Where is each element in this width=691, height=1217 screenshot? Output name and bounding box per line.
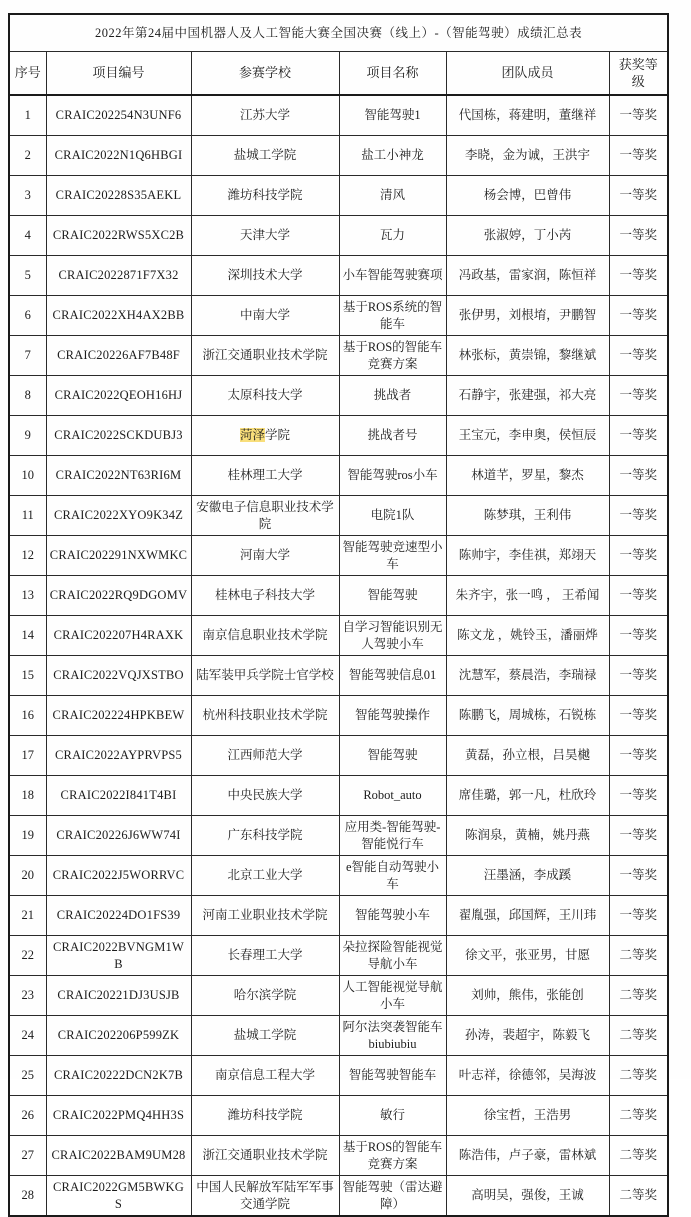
project-code-cell: CRAIC2022NT63RI6M xyxy=(46,456,191,496)
project-code-cell: CRAIC2022J5WORRVC xyxy=(46,856,191,896)
award-cell: 二等奖 xyxy=(609,936,668,976)
project-code-cell: CRAIC2022QEOH16HJ xyxy=(46,376,191,416)
members-cell: 陈鹏飞，周城栋，石锐栋 xyxy=(446,696,609,736)
members-cell: 朱齐宇，张一鸣 ， 王希闻 xyxy=(446,576,609,616)
table-row xyxy=(9,896,668,936)
project-code-cell: CRAIC2022XH4AX2BB xyxy=(46,296,191,336)
project-name-cell: 自学习智能识别无人驾驶小车 xyxy=(339,616,446,656)
members-cell: 汪墨涵，李成蹊 xyxy=(446,856,609,896)
table-row xyxy=(9,616,668,656)
award-cell: 一等奖 xyxy=(609,216,668,256)
award-cell: 一等奖 xyxy=(609,336,668,376)
project-code-cell: CRAIC2022VQJXSTBO xyxy=(46,656,191,696)
table-row xyxy=(9,256,668,296)
school-cell: 河南工业职业技术学院 xyxy=(191,896,339,936)
table-row xyxy=(9,696,668,736)
members-cell: 陈润泉，黄楠，姚丹燕 xyxy=(446,816,609,856)
members-cell: 陈帅宇，李佳祺，郑翊天 xyxy=(446,536,609,576)
project-name-cell: 智能驾驶智能车 xyxy=(339,1056,446,1096)
members-cell: 李晓，金为诚，王洪宇 xyxy=(446,136,609,176)
members-cell: 徐宝哲，王浩男 xyxy=(446,1096,609,1136)
members-cell: 高明吴，强俊，王诚 xyxy=(446,1176,609,1217)
school-cell: 潍坊科技学院 xyxy=(191,176,339,216)
project-code-cell: CRAIC2022BAM9UM28 xyxy=(46,1136,191,1176)
award-cell: 一等奖 xyxy=(609,856,668,896)
members-cell: 林张标，黄崇锦，黎继斌 xyxy=(446,336,609,376)
award-cell: 一等奖 xyxy=(609,536,668,576)
award-cell: 一等奖 xyxy=(609,696,668,736)
project-name-cell: 小车智能驾驶赛项 xyxy=(339,256,446,296)
members-cell: 徐文平，张亚男，甘愿 xyxy=(446,936,609,976)
members-cell: 席佳璐，郭一凡，杜欣玲 xyxy=(446,776,609,816)
school-cell: 潍坊科技学院 xyxy=(191,1096,339,1136)
table-row xyxy=(9,95,668,136)
row-number-cell: 17 xyxy=(9,736,46,776)
project-name-cell: 基于ROS系统的智能车 xyxy=(339,296,446,336)
members-cell: 王宝元，李申奥，侯恒辰 xyxy=(446,416,609,456)
award-cell: 一等奖 xyxy=(609,416,668,456)
results-table xyxy=(8,13,669,1217)
school-cell: 杭州科技职业技术学院 xyxy=(191,696,339,736)
row-number-cell: 15 xyxy=(9,656,46,696)
table-body xyxy=(9,95,668,1216)
project-code-cell: CRAIC202207H4RAXK xyxy=(46,616,191,656)
members-cell: 黄磊，孙立根，吕昊樾 xyxy=(446,736,609,776)
school-cell: 深圳技术大学 xyxy=(191,256,339,296)
award-cell: 二等奖 xyxy=(609,1016,668,1056)
school-cell: 河南大学 xyxy=(191,536,339,576)
table-row xyxy=(9,976,668,1016)
award-cell: 一等奖 xyxy=(609,296,668,336)
project-code-cell: CRAIC20226J6WW74I xyxy=(46,816,191,856)
project-name-cell: 智能驾驶操作 xyxy=(339,696,446,736)
row-number-cell: 18 xyxy=(9,776,46,816)
column-header-school: 参赛学校 xyxy=(191,52,339,96)
table-title: 2022年第24届中国机器人及人工智能大赛全国决赛（线上）-（智能驾驶）成绩汇总表 xyxy=(9,14,668,52)
row-number-cell: 27 xyxy=(9,1136,46,1176)
column-header-award: 获奖等级 xyxy=(609,52,668,96)
row-number-cell: 26 xyxy=(9,1096,46,1136)
school-cell: 中国人民解放军陆军军事交通学院 xyxy=(191,1176,339,1217)
members-cell: 沈慧军，蔡晨浩，李瑞禄 xyxy=(446,656,609,696)
members-cell: 石静宇，张建强，祁大亮 xyxy=(446,376,609,416)
award-cell: 一等奖 xyxy=(609,496,668,536)
table-row xyxy=(9,296,668,336)
award-cell: 一等奖 xyxy=(609,136,668,176)
members-cell: 刘帅，熊伟，张能创 xyxy=(446,976,609,1016)
project-name-cell: 智能驾驶 xyxy=(339,576,446,616)
row-number-cell: 11 xyxy=(9,496,46,536)
table-row xyxy=(9,656,668,696)
project-name-cell: 挑战者号 xyxy=(339,416,446,456)
row-number-cell: 6 xyxy=(9,296,46,336)
row-number-cell: 2 xyxy=(9,136,46,176)
row-number-cell: 13 xyxy=(9,576,46,616)
table-row xyxy=(9,856,668,896)
table-row xyxy=(9,1016,668,1056)
project-code-cell: CRAIC2022XYO9K34Z xyxy=(46,496,191,536)
project-name-cell: 敏行 xyxy=(339,1096,446,1136)
school-cell: 哈尔滨学院 xyxy=(191,976,339,1016)
project-code-cell: CRAIC2022GM5BWKGS xyxy=(46,1176,191,1217)
school-cell: 盐城工学院 xyxy=(191,136,339,176)
table-row xyxy=(9,176,668,216)
row-number-cell: 3 xyxy=(9,176,46,216)
project-name-cell: 智能驾驶 xyxy=(339,736,446,776)
project-name-cell: 基于ROS的智能车竞赛方案 xyxy=(339,336,446,376)
row-number-cell: 7 xyxy=(9,336,46,376)
row-number-cell: 12 xyxy=(9,536,46,576)
table-row xyxy=(9,496,668,536)
award-cell: 一等奖 xyxy=(609,896,668,936)
members-cell: 陈浩伟，卢子豪，雷林斌 xyxy=(446,1136,609,1176)
members-cell: 陈文龙 ，姚铃玉，潘丽烨 xyxy=(446,616,609,656)
table-row xyxy=(9,416,668,456)
project-code-cell: CRAIC2022N1Q6HBGI xyxy=(46,136,191,176)
award-cell: 二等奖 xyxy=(609,976,668,1016)
project-name-cell: 人工智能视觉导航小车 xyxy=(339,976,446,1016)
table-row xyxy=(9,776,668,816)
project-code-cell: CRAIC20221DJ3USJB xyxy=(46,976,191,1016)
project-name-cell: 盐工小神龙 xyxy=(339,136,446,176)
table-row xyxy=(9,936,668,976)
row-number-cell: 25 xyxy=(9,1056,46,1096)
row-number-cell: 1 xyxy=(9,95,46,136)
row-number-cell: 24 xyxy=(9,1016,46,1056)
title-row xyxy=(9,14,668,52)
project-name-cell: 挑战者 xyxy=(339,376,446,416)
project-code-cell: CRAIC202254N3UNF6 xyxy=(46,95,191,136)
school-cell: 江西师范大学 xyxy=(191,736,339,776)
award-cell: 二等奖 xyxy=(609,1096,668,1136)
highlighted-text: 菏泽 xyxy=(239,428,265,443)
row-number-cell: 23 xyxy=(9,976,46,1016)
project-code-cell: CRAIC2022PMQ4HH3S xyxy=(46,1096,191,1136)
project-name-cell: 朵拉探险智能视觉导航小车 xyxy=(339,936,446,976)
members-cell: 冯政基，雷家润，陈恒祥 xyxy=(446,256,609,296)
row-number-cell: 21 xyxy=(9,896,46,936)
project-name-cell: e智能自动驾驶小车 xyxy=(339,856,446,896)
table-row xyxy=(9,1136,668,1176)
members-cell: 张伊男，刘根堉，尹鹏智 xyxy=(446,296,609,336)
school-cell: 广东科技学院 xyxy=(191,816,339,856)
award-cell: 一等奖 xyxy=(609,776,668,816)
project-name-cell: 智能驾驶（雷达避障） xyxy=(339,1176,446,1217)
award-cell: 一等奖 xyxy=(609,95,668,136)
project-name-cell: 智能驾驶信息01 xyxy=(339,656,446,696)
project-code-cell: CRAIC202291NXWMKC xyxy=(46,536,191,576)
school-cell: 北京工业大学 xyxy=(191,856,339,896)
school-cell: 中南大学 xyxy=(191,296,339,336)
members-cell: 林道芊，罗星，黎杰 xyxy=(446,456,609,496)
members-cell: 杨会博，巴曾伟 xyxy=(446,176,609,216)
school-cell: 南京信息职业技术学院 xyxy=(191,616,339,656)
row-number-cell: 20 xyxy=(9,856,46,896)
project-code-cell: CRAIC2022BVNGM1WB xyxy=(46,936,191,976)
school-cell: 江苏大学 xyxy=(191,95,339,136)
project-name-cell: 智能驾驶1 xyxy=(339,95,446,136)
row-number-cell: 28 xyxy=(9,1176,46,1217)
award-cell: 二等奖 xyxy=(609,1056,668,1096)
table-row xyxy=(9,136,668,176)
project-code-cell: CRAIC20224DO1FS39 xyxy=(46,896,191,936)
row-number-cell: 22 xyxy=(9,936,46,976)
row-number-cell: 14 xyxy=(9,616,46,656)
project-code-cell: CRAIC20222DCN2K7B xyxy=(46,1056,191,1096)
row-number-cell: 10 xyxy=(9,456,46,496)
table-row xyxy=(9,816,668,856)
table-row xyxy=(9,216,668,256)
table-row xyxy=(9,456,668,496)
school-cell: 浙江交通职业技术学院 xyxy=(191,1136,339,1176)
header-row xyxy=(9,52,668,96)
row-number-cell: 8 xyxy=(9,376,46,416)
project-code-cell: CRAIC2022AYPRVPS5 xyxy=(46,736,191,776)
project-code-cell: CRAIC20228S35AEKL xyxy=(46,176,191,216)
award-cell: 一等奖 xyxy=(609,176,668,216)
project-name-cell: 应用类-智能驾驶-智能悦行车 xyxy=(339,816,446,856)
members-cell: 张淑婷，丁小芮 xyxy=(446,216,609,256)
school-cell: 南京信息工程大学 xyxy=(191,1056,339,1096)
row-number-cell: 19 xyxy=(9,816,46,856)
project-name-cell: 智能驾驶小车 xyxy=(339,896,446,936)
award-cell: 一等奖 xyxy=(609,576,668,616)
school-cell: 长春理工大学 xyxy=(191,936,339,976)
table-row xyxy=(9,1176,668,1217)
project-code-cell: CRAIC202224HPKBEW xyxy=(46,696,191,736)
school-cell: 安徽电子信息职业技术学院 xyxy=(191,496,339,536)
school-cell: 浙江交通职业技术学院 xyxy=(191,336,339,376)
project-name-cell: 智能驾驶竞速型小车 xyxy=(339,536,446,576)
award-cell: 一等奖 xyxy=(609,816,668,856)
members-cell: 翟胤强，邱国辉，王川玮 xyxy=(446,896,609,936)
school-cell: 中央民族大学 xyxy=(191,776,339,816)
members-cell: 陈梦琪，王利伟 xyxy=(446,496,609,536)
project-name-cell: 瓦力 xyxy=(339,216,446,256)
school-cell: 菏泽学院 xyxy=(191,416,339,456)
table-row xyxy=(9,536,668,576)
award-cell: 一等奖 xyxy=(609,376,668,416)
project-name-cell: 清风 xyxy=(339,176,446,216)
table-row xyxy=(9,736,668,776)
members-cell: 孙涛，裴超宇，陈毅飞 xyxy=(446,1016,609,1056)
school-cell: 桂林电子科技大学 xyxy=(191,576,339,616)
project-code-cell: CRAIC2022RWS5XC2B xyxy=(46,216,191,256)
project-name-cell: Robot_auto xyxy=(339,776,446,816)
row-number-cell: 4 xyxy=(9,216,46,256)
project-code-cell: CRAIC2022871F7X32 xyxy=(46,256,191,296)
table-row xyxy=(9,336,668,376)
table-row xyxy=(9,376,668,416)
column-header-code: 项目编号 xyxy=(46,52,191,96)
award-cell: 一等奖 xyxy=(609,736,668,776)
award-cell: 一等奖 xyxy=(609,656,668,696)
project-name-cell: 基于ROS的智能车竞赛方案 xyxy=(339,1136,446,1176)
row-number-cell: 5 xyxy=(9,256,46,296)
column-header-project: 项目名称 xyxy=(339,52,446,96)
project-name-cell: 智能驾驶ros小车 xyxy=(339,456,446,496)
school-cell: 桂林理工大学 xyxy=(191,456,339,496)
row-number-cell: 16 xyxy=(9,696,46,736)
project-code-cell: CRAIC202206P599ZK xyxy=(46,1016,191,1056)
project-code-cell: CRAIC2022I841T4BI xyxy=(46,776,191,816)
row-number-cell: 9 xyxy=(9,416,46,456)
school-cell: 陆军装甲兵学院士官学校 xyxy=(191,656,339,696)
award-cell: 一等奖 xyxy=(609,456,668,496)
school-cell: 天津大学 xyxy=(191,216,339,256)
table-row xyxy=(9,1096,668,1136)
column-header-members: 团队成员 xyxy=(446,52,609,96)
table-row xyxy=(9,1056,668,1096)
table-row xyxy=(9,576,668,616)
project-name-cell: 阿尔法突袭智能车 biubiubiu xyxy=(339,1016,446,1056)
project-code-cell: CRAIC2022RQ9DGOMV xyxy=(46,576,191,616)
members-cell: 叶志祥，徐德邻，吴海波 xyxy=(446,1056,609,1096)
school-cell: 盐城工学院 xyxy=(191,1016,339,1056)
members-cell: 代国栋，蒋建明，董继祥 xyxy=(446,95,609,136)
award-cell: 二等奖 xyxy=(609,1176,668,1217)
award-cell: 一等奖 xyxy=(609,256,668,296)
column-header-no: 序号 xyxy=(9,52,46,96)
award-cell: 一等奖 xyxy=(609,616,668,656)
school-cell: 太原科技大学 xyxy=(191,376,339,416)
award-cell: 二等奖 xyxy=(609,1136,668,1176)
project-name-cell: 电院1队 xyxy=(339,496,446,536)
project-code-cell: CRAIC20226AF7B48F xyxy=(46,336,191,376)
project-code-cell: CRAIC2022SCKDUBJ3 xyxy=(46,416,191,456)
